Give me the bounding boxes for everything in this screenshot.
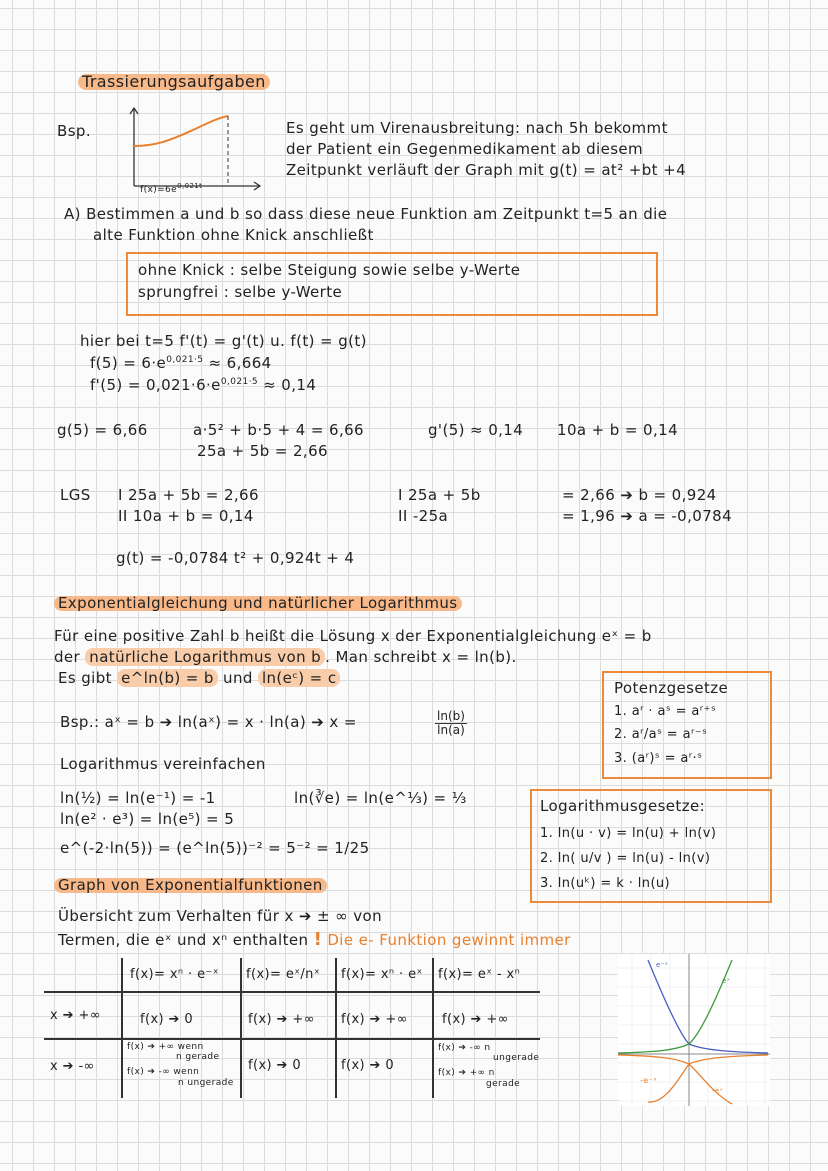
table-cell: f(x) ➔ +∞ <box>442 1012 509 1027</box>
task-a-line-1: A) Bestimmen a und b so dass diese neue Funktion am Zeitpunkt t=5 an die <box>64 205 668 223</box>
loggesetz-2: 2. ln( u/v ) = ln(u) - ln(v) <box>540 851 711 866</box>
definition-line-3: Es gibt e^ln(b) = b und ln(eᶜ) = c <box>58 671 340 686</box>
g5-label: g(5) = 6,66 <box>57 421 148 439</box>
g-prime-5-label: g'(5) ≈ 0,14 <box>428 421 524 439</box>
potenzgesetze-title: Potenzgesetze <box>614 679 729 697</box>
lgs-equation-4: II -25a <box>398 507 449 525</box>
table-line <box>335 958 337 1098</box>
graph-label-e-x: eˣ <box>722 977 731 985</box>
table-line <box>432 958 434 1098</box>
table-header-1: f(x)= xⁿ · e⁻ˣ <box>130 967 219 982</box>
result-function: g(t) = -0,0784 t² + 0,924t + 4 <box>116 549 355 567</box>
table-cell: f(x) ➔ +∞ n <box>438 1068 495 1078</box>
logarithmusgesetze-title: Logarithmusgesetze: <box>540 797 706 815</box>
table-cell: f(x) ➔ -∞ n <box>438 1043 491 1053</box>
definition-line-1: Für eine positive Zahl b heißt die Lösung x der Exponentialgleichung eˣ = b <box>54 627 652 645</box>
g5-equation-1: a·5² + b·5 + 4 = 6,66 <box>193 421 365 439</box>
table-cell: f(x) ➔ 0 <box>341 1058 395 1073</box>
bsp-label: Bsp. <box>57 122 91 140</box>
log-fraction: $\frac{\ln(b)}{\ln(a)}$ <box>437 709 465 738</box>
f5-value: $f(5) = 6\cdot e^{0,021\cdot 5} \approx 6,664$ <box>90 354 272 372</box>
potenzgesetz-1: 1. aʳ · aˢ = aʳ⁺ˢ <box>614 704 717 719</box>
table-line <box>44 1038 540 1040</box>
task-a-line-2: alte Funktion ohne Knick anschließt <box>93 226 374 244</box>
section-title-trassierung: Trassierungsaufgaben <box>78 74 270 90</box>
graph-label-e-minus-x: e⁻ˣ <box>656 961 669 969</box>
definition-line-2: der natürliche Logarithmus von b . Man schreibt x = ln(b). <box>54 648 517 666</box>
loggesetz-1: 1. ln(u · v) = ln(u) + ln(v) <box>540 826 717 841</box>
sketch-graph <box>118 104 268 194</box>
table-cell: n gerade <box>176 1052 220 1062</box>
graph-label-neg-e-minus-x: -e⁻ˣ <box>640 1076 658 1085</box>
description-line-3: Zeitpunkt verläuft der Graph mit g(t) = at² +bt +4 <box>286 161 687 179</box>
lgs-equation-2: II 10a + b = 0,14 <box>118 507 254 525</box>
table-cell: f(x) ➔ +∞ <box>248 1012 315 1027</box>
g-prime-5-equation: 10a + b = 0,14 <box>557 421 679 439</box>
loggesetz-3: 3. ln(uᵏ) = k · ln(u) <box>540 876 671 891</box>
table-cell: gerade <box>486 1079 521 1089</box>
table-cell: f(x) ➔ -∞ wenn <box>127 1067 200 1077</box>
overview-line-1: Übersicht zum Verhalten für x ➔ ± ∞ von <box>58 907 382 925</box>
table-header-4: f(x)= eˣ - xⁿ <box>438 967 521 982</box>
table-header-2: f(x)= eˣ/nˣ <box>246 967 320 982</box>
lgs-label: LGS <box>60 486 91 504</box>
table-cell: f(x) ➔ +∞ <box>341 1012 408 1027</box>
table-line <box>44 991 540 993</box>
table-cell: ungerade <box>493 1053 540 1063</box>
potenzgesetz-3: 3. (aʳ)ˢ = aʳ·ˢ <box>614 751 703 766</box>
table-cell: n ungerade <box>178 1078 234 1088</box>
log-example-4: e^(-2·ln(5)) = (e^ln(5))⁻² = 5⁻² = 1/25 <box>60 839 370 857</box>
log-example-2: ln(∛e) = ln(e^⅓) = ⅓ <box>294 789 467 807</box>
table-line <box>121 958 123 1098</box>
lgs-equation-1: I 25a + 5b = 2,66 <box>118 486 259 504</box>
table-row-label-neg: x ➔ -∞ <box>50 1059 95 1074</box>
table-cell: f(x) ➔ +∞ wenn <box>127 1042 204 1052</box>
g5-equation-2: 25a + 5b = 2,66 <box>197 442 328 460</box>
condition-ohne-knick: ohne Knick : selbe Steigung sowie selbe y-Werte <box>138 261 521 279</box>
potenzgesetz-2: 2. aʳ/aˢ = aʳ⁻ˢ <box>614 727 708 742</box>
lgs-equation-3: I 25a + 5b <box>398 486 481 504</box>
table-row-label-pos: x ➔ +∞ <box>50 1008 101 1023</box>
log-example-3: ln(e² · e³) = ln(e⁵) = 5 <box>60 810 235 828</box>
description-line-2: der Patient ein Gegenmedikament ab diesem <box>286 140 644 158</box>
example-log: Bsp.: aˣ = b ➔ ln(aˣ) = x · ln(a) ➔ x = <box>60 713 357 731</box>
section-title-graph: Graph von Exponentialfunktionen <box>54 878 327 893</box>
lgs-solution-b: = 2,66 ➔ b = 0,924 <box>562 486 717 504</box>
table-cell: f(x) ➔ 0 <box>248 1058 302 1073</box>
condition-equations: hier bei t=5 f'(t) = g'(t) u. f(t) = g(t) <box>80 332 367 350</box>
lgs-solution-a: = 1,96 ➔ a = -0,0784 <box>562 507 733 525</box>
table-line <box>240 958 242 1098</box>
overview-line-2: Termen, die eˣ und xⁿ enthalten ! Die e- Funktion gewinnt immer <box>58 929 571 950</box>
condition-sprungfrei: sprungfrei : selbe y-Werte <box>138 283 343 301</box>
graph-label-neg-e-x: -eˣ <box>712 1087 724 1095</box>
section-title-exponential: Exponentialgleichung und natürlicher Logarithmus <box>54 596 462 611</box>
log-simplify-heading: Logarithmus vereinfachen <box>60 755 266 773</box>
f-prime-5-value: $f'(5) = 0,021\cdot 6\cdot e^{0,021\cdot 5} \approx 0,14$ <box>90 376 317 394</box>
sketch-function-label: $f(x)=6e^{0,021t}$ <box>140 182 203 195</box>
log-example-1: ln(½) = ln(e⁻¹) = -1 <box>60 789 216 807</box>
table-cell: f(x) ➔ 0 <box>140 1012 194 1027</box>
description-line-1: Es geht um Virenausbreitung: nach 5h bekommt <box>286 119 668 137</box>
table-header-3: f(x)= xⁿ · eˣ <box>341 967 423 982</box>
